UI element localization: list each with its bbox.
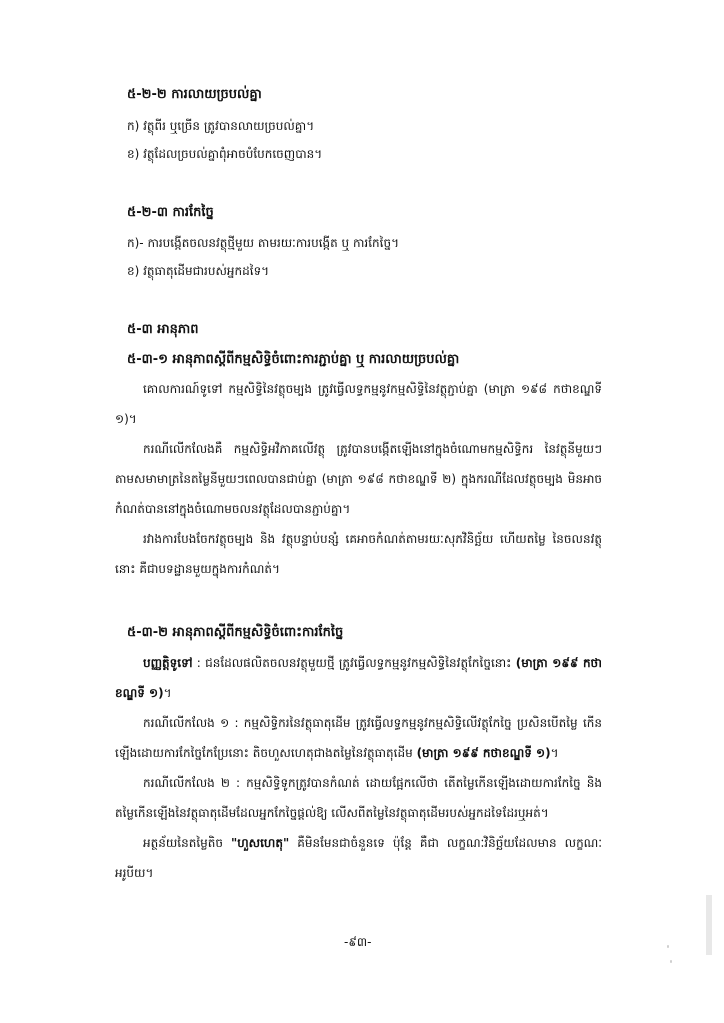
page-number: -៩៣- [344, 935, 372, 949]
section-heading-5-3: ៥-៣ អានុភាព [127, 322, 199, 337]
sentence-end: ។ [550, 746, 559, 760]
paragraph-distinction: រវាងការបែងចែកវត្ថុចម្បង និង វត្ថុបន្ទាប់បន្សំ គេអាចកំណត់តាមរយៈសុភវិនិច្ឆ័យ ហើយតម្លៃ នៃចលនវត្ថុនោះ គឺជាបទដ្ឋានមួយក្នុងការកំណត់។ [115, 532, 602, 576]
article-reference: (មាត្រា ១៩៩ កថាខណ្ឌទី ១) [115, 656, 602, 700]
paragraph-exception: ករណីលើកលែងគឺ កម្មសិទ្ធិអវិភាគលើវត្ថុ ត្រូវបានបង្កើតឡើងនៅក្នុងចំណោមកម្មសិទ្ធិករ នៃវត្ថុនីមួយៗ តាមសមាមាត្រនៃតម្លៃនីមួយៗពេលបានជាប់គ្នា (មាត្រា ១៩៨ កថាខណ្ឌទី ២) ក្នុងករណីដែលវត្ថុចម្បង មិនអាចកំណត់បាននៅក្នុងចំណោមចលនវត្ថុដែលបានភ្ជាប់គ្នា។ [115, 442, 602, 516]
paragraph-general-principle: គោលការណ៍ទូទៅ កម្មសិទ្ធិនៃវត្ថុចម្បង ត្រូវធ្វើលទ្ធកម្មនូវកម្មសិទ្ធិនៃវត្ថុភ្ជាប់គ្នា (មាត្រា ១៩៨ កថាខណ្ឌទី ១)។ [115, 382, 602, 426]
scan-speck [667, 945, 669, 948]
section-heading-5-3-2: ៥-៣-២ អានុភាពស្តីពីកម្មសិទ្ធិចំពោះការកែច្នៃ [127, 625, 344, 640]
paragraph-text: ករណីលើកលែង ១ : កម្មសិទ្ធិករនៃវត្ថុធាតុដើម ត្រូវធ្វើលទ្ធកម្មនូវកម្មសិទ្ធិលើវត្ថុកែច្នៃ ប្រសិនបើតម្លៃ កើនឡើងដោយការកែច្នៃកែប្រែនោះ តិចហួសហេតុជាងតម្លៃនៃវត្ថុធាតុដើម [115, 716, 602, 760]
paragraph-exception-2: ករណីលើកលែង ២ : កម្មសិទ្ធិទូកត្រូវបានកំណត់ ដោយផ្អែកលើថា តើតម្លៃកើនឡើងដោយការកែច្នៃ និង តម្លៃកើនឡើងនៃវត្ថុធាតុដើមដែលអ្នកកែច្នៃផ្តល់ឱ្យ លើសពីតម្លៃនៃវត្ថុធាតុដើមរបស់អ្នកដទៃដែរឬអត់។ [115, 776, 602, 820]
scan-artifact [706, 895, 712, 955]
section-5-3-2-body [115, 648, 602, 888]
term-general-provision: បញ្ញត្តិទូទៅ [143, 656, 193, 670]
paragraph-meaning [115, 828, 602, 888]
section-heading-5-2-3: ៥-២-៣ ការកែច្នៃ [127, 205, 214, 220]
section-5-3-1-body [115, 374, 602, 584]
list-item-a: ក) វត្ថុពីរ ឬច្រើន ត្រូវបានលាយច្របល់គ្នា។ [127, 119, 315, 133]
list-item-b: ខ) វត្ថុដែលច្របល់គ្នាពុំអាចបំបែកចេញបាន។ [127, 147, 323, 161]
scan-speck [670, 960, 672, 963]
section-heading-5-3-1: ៥-៣-១ អានុភាពស្តីពីកម្មសិទ្ធិចំពោះការភ្ជាប់គ្នា ឬ ការលាយច្របល់គ្នា [127, 352, 460, 367]
list-item-b: ខ) វត្ថុធាតុដើមជារបស់អ្នកដទៃ។ [127, 264, 270, 278]
paragraph-text: អត្ថន័យនៃតម្លៃតិច [143, 836, 223, 850]
paragraph-text: គឺមិនមែនជាចំនួនទេ ប៉ុន្តែ គឺជា លក្ខណៈវិនិច្ឆ័យដែលមាន លក្ខណៈអរូបីយ។ [115, 836, 602, 880]
quoted-term: "ហួសហេតុ" [231, 836, 290, 850]
section-heading-5-2-2: ៥-២-២ ការលាយច្របល់គ្នា [127, 87, 262, 102]
sentence-end: ។ [163, 686, 172, 700]
paragraph-text: : ជនដែលផលិតចលនវត្ថុមួយថ្មី ត្រូវធ្វើលទ្ធកម្មនូវកម្មសិទ្ធិនៃវត្ថុកែច្នៃនោះ [196, 656, 512, 670]
list-item-a: ក)- ការបង្កើតចលនវត្ថុថ្មីមួយ តាមរយៈការបង្កើត ឬ ការកែច្នៃ។ [127, 236, 399, 250]
paragraph-general-provision [115, 648, 602, 708]
paragraph-exception-1 [115, 708, 602, 768]
article-reference: (មាត្រា ១៩៩ កថាខណ្ឌទី ១) [416, 746, 551, 760]
